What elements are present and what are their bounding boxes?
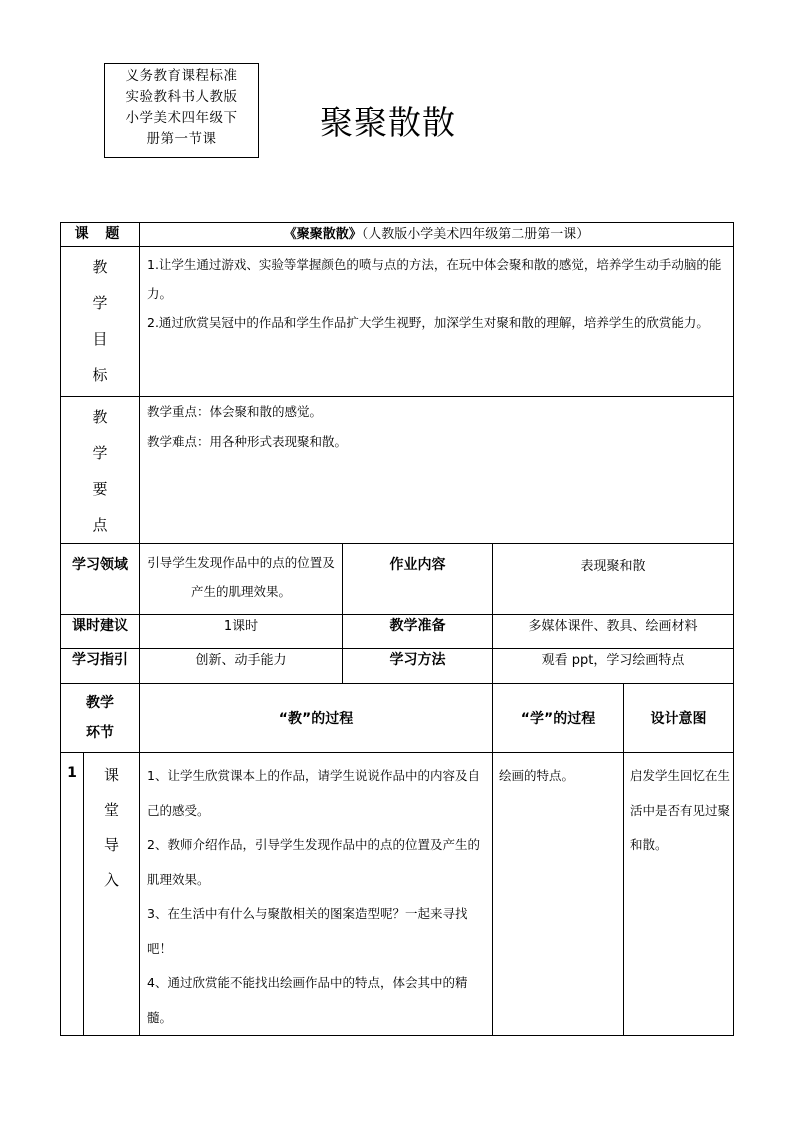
keypoints-label-char: 教	[92, 408, 108, 426]
teach-step: 3、在生活中有什么与聚散相关的图案造型呢？一起来寻找吧！	[147, 906, 468, 956]
info-line: 实验教科书人教版	[125, 89, 238, 105]
stage-header-line: 环节	[86, 725, 114, 741]
goals-label-char: 学	[92, 294, 108, 312]
guide-label: 学习指引	[61, 649, 140, 684]
keypoints-label-char: 要	[92, 480, 108, 498]
keypoints-label	[61, 397, 140, 544]
hours-label: 课时建议	[61, 615, 140, 649]
stage1-teach	[140, 753, 493, 1036]
topic-cell	[140, 223, 734, 247]
field-value: 引导学生发现作品中的点的位置及产生的肌理效果。	[140, 544, 343, 615]
teach-header: “教”的过程	[140, 684, 493, 753]
learn-header: “学”的过程	[493, 684, 624, 753]
stage1-name-char: 入	[103, 871, 119, 889]
topic-row	[61, 223, 734, 247]
prep-value: 多媒体课件、教具、绘画材料	[493, 615, 734, 649]
stage1-name-char: 堂	[103, 801, 119, 819]
goals-label-char: 标	[92, 366, 108, 384]
goal-item: 2.通过欣赏吴冠中的作品和学生作品扩大学生视野，加深学生对聚和散的理解，培养学生的欣赏能力。	[147, 315, 709, 330]
keypoints-content	[140, 397, 734, 544]
keypoints-row	[61, 397, 734, 544]
homework-label: 作业内容	[343, 544, 493, 615]
homework-value: 表现聚和散	[493, 544, 734, 615]
stage1-learn: 绘画的特点。	[493, 753, 624, 1036]
info-line: 册第一节课	[146, 131, 217, 147]
goals-label	[61, 247, 140, 397]
stage1-number: 1	[61, 753, 84, 1036]
goal-item: 1.让学生通过游戏、实验等掌握颜色的喷与点的方法，在玩中体会聚和散的感觉，培养学生动手动脑的能力。	[147, 257, 722, 301]
document-title: 聚聚散散	[320, 103, 456, 142]
stage1-name	[84, 753, 140, 1036]
method-value: 观看 ppt，学习绘画特点	[493, 649, 734, 684]
prep-label: 教学准备	[343, 615, 493, 649]
teach-step: 4、通过欣赏能不能找出绘画作品中的特点，体会其中的精髓。	[147, 975, 468, 1025]
keypoints-label-char: 点	[92, 516, 108, 534]
lesson-plan-table	[60, 222, 734, 1036]
topic-title: 《聚聚散散》	[283, 227, 362, 242]
field-row	[61, 544, 734, 615]
keypoint-item: 教学难点：用各种形式表现聚和散。	[147, 434, 348, 449]
goals-content	[140, 247, 734, 397]
topic-label: 课 题	[61, 223, 140, 247]
stage1-intent: 启发学生回忆在生活中是否有见过聚和散。	[624, 753, 734, 1036]
teach-step: 1、让学生欣赏课本上的作品，请学生说说作品中的内容及自己的感受。	[147, 768, 480, 818]
field-label: 学习领域	[61, 544, 140, 615]
textbook-info-box	[104, 63, 259, 158]
guide-value: 创新、动手能力	[140, 649, 343, 684]
guide-row	[61, 649, 734, 684]
stage-header-line: 教学	[86, 695, 114, 711]
hours-row	[61, 615, 734, 649]
stage-header	[61, 684, 140, 753]
keypoints-label-char: 学	[92, 444, 108, 462]
topic-suffix: （人教版小学美术四年级第二册第一课）	[361, 227, 590, 242]
process-header-row	[61, 684, 734, 753]
info-line: 小学美术四年级下	[125, 110, 238, 126]
info-line: 义务教育课程标准	[125, 68, 238, 84]
goals-label-char: 目	[92, 330, 108, 348]
intent-header: 设计意图	[624, 684, 734, 753]
hours-value: 1课时	[140, 615, 343, 649]
keypoint-item: 教学重点：体会聚和散的感觉。	[147, 404, 323, 419]
method-label: 学习方法	[343, 649, 493, 684]
stage1-row	[61, 753, 734, 1036]
stage1-name-char: 导	[103, 836, 119, 854]
goals-label-char: 教	[92, 258, 108, 276]
goals-row	[61, 247, 734, 397]
stage1-name-char: 课	[103, 766, 119, 784]
teach-step: 2、教师介绍作品，引导学生发现作品中的点的位置及产生的肌理效果。	[147, 837, 480, 887]
